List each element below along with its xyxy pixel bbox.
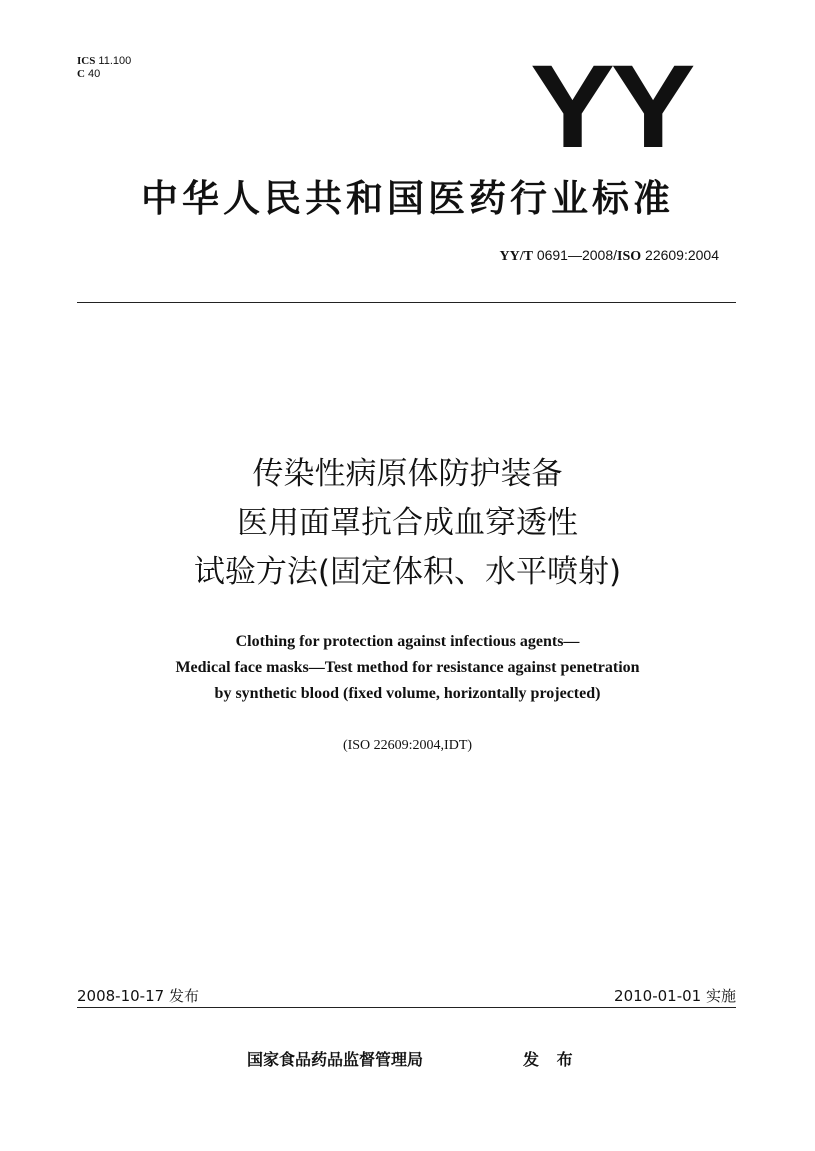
national-title: 中华人民共和国医药行业标准: [141, 177, 674, 220]
issuer: 国家食品药品监督管理局: [247, 1050, 424, 1069]
issue-label: 发 布: [523, 1050, 579, 1069]
top-rule: [77, 302, 736, 303]
iso-equivalence: (ISO 22609:2004,IDT): [342, 738, 473, 753]
ccs-label: C: [77, 68, 85, 80]
implement-date: 2010-01-01 实施: [614, 987, 736, 1005]
publish-date: 2008-10-17 发布: [77, 987, 199, 1005]
standard-number: [499, 247, 719, 265]
title-zh: [0, 450, 815, 597]
ics-line: [77, 55, 131, 68]
yy-logo: YY: [530, 41, 692, 173]
ccs-code: 40: [88, 68, 101, 80]
title-en: [0, 629, 815, 707]
title-zh-line: 传染性病原体防护装备: [252, 456, 563, 492]
iso-code: 22609:2004: [645, 247, 719, 263]
iso-prefix: ISO: [617, 249, 642, 264]
ccs-line: [77, 68, 131, 81]
ics-label: ICS: [77, 55, 96, 67]
title-en-line: Medical face masks—Test method for resistance against penetration: [175, 659, 640, 676]
standard-code: 0691—2008/: [536, 247, 618, 263]
bottom-rule: [77, 1007, 736, 1008]
title-zh-line: 试验方法(固定体积、水平喷射): [193, 554, 622, 590]
title-zh-line: 医用面罩抗合成血穿透性: [237, 505, 578, 541]
title-en-line: Clothing for protection against infectious agents—: [235, 633, 580, 650]
standard-prefix: YY/T: [499, 249, 533, 264]
ics-code: 11.100: [98, 55, 132, 67]
title-en-line: by synthetic blood (fixed volume, horizontally projected): [214, 685, 601, 702]
classification-codes: [77, 55, 131, 81]
